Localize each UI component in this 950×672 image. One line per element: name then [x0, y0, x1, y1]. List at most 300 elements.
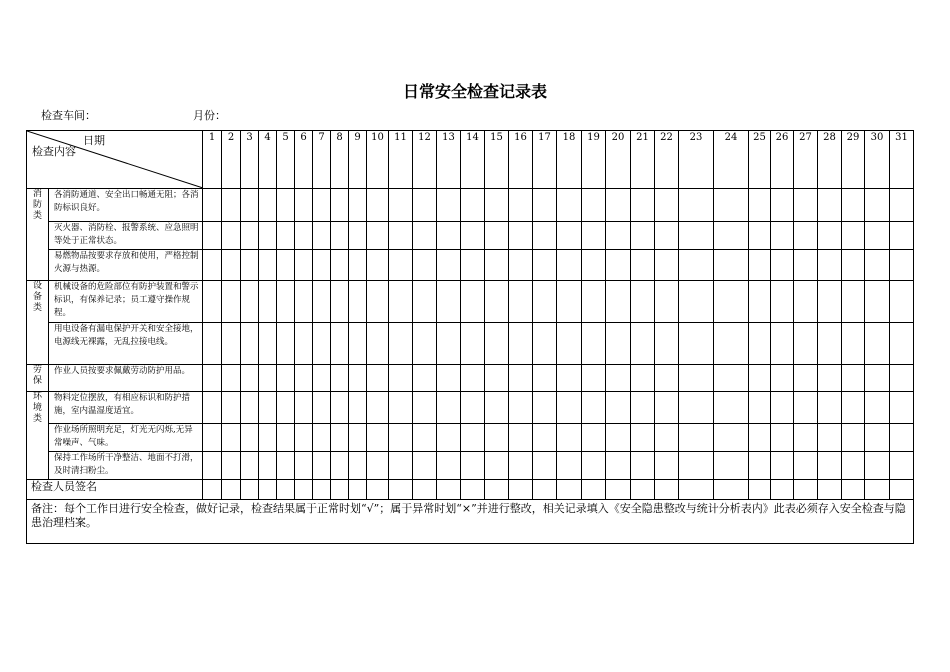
check-cell[interactable] [749, 323, 771, 365]
check-cell[interactable] [631, 365, 655, 392]
check-cell[interactable] [631, 281, 655, 323]
check-cell[interactable] [794, 323, 818, 365]
check-cell[interactable] [222, 392, 241, 424]
check-cell[interactable] [461, 281, 485, 323]
check-cell[interactable] [818, 323, 842, 365]
check-cell[interactable] [203, 452, 222, 480]
check-cell[interactable] [367, 281, 389, 323]
check-cell[interactable] [203, 392, 222, 424]
signature-cell[interactable] [865, 480, 890, 500]
signature-cell[interactable] [557, 480, 582, 500]
check-cell[interactable] [749, 424, 771, 452]
check-cell[interactable] [818, 222, 842, 250]
check-cell[interactable] [295, 424, 313, 452]
signature-cell[interactable] [389, 480, 413, 500]
check-cell[interactable] [771, 281, 794, 323]
check-cell[interactable] [259, 189, 277, 222]
check-cell[interactable] [865, 424, 890, 452]
check-cell[interactable] [389, 222, 413, 250]
check-cell[interactable] [533, 424, 557, 452]
check-cell[interactable] [277, 392, 295, 424]
check-cell[interactable] [509, 424, 533, 452]
check-cell[interactable] [259, 222, 277, 250]
check-cell[interactable] [890, 281, 914, 323]
check-cell[interactable] [557, 424, 582, 452]
check-cell[interactable] [413, 452, 437, 480]
check-cell[interactable] [818, 281, 842, 323]
check-cell[interactable] [241, 323, 259, 365]
check-cell[interactable] [631, 452, 655, 480]
signature-cell[interactable] [222, 480, 241, 500]
check-cell[interactable] [509, 281, 533, 323]
check-cell[interactable] [259, 424, 277, 452]
check-cell[interactable] [461, 323, 485, 365]
check-cell[interactable] [461, 222, 485, 250]
check-cell[interactable] [367, 222, 389, 250]
check-cell[interactable] [241, 189, 259, 222]
signature-cell[interactable] [485, 480, 509, 500]
check-cell[interactable] [794, 281, 818, 323]
check-cell[interactable] [509, 189, 533, 222]
check-cell[interactable] [313, 189, 331, 222]
check-cell[interactable] [222, 250, 241, 281]
check-cell[interactable] [794, 392, 818, 424]
check-cell[interactable] [331, 250, 349, 281]
check-cell[interactable] [222, 323, 241, 365]
check-cell[interactable] [313, 365, 331, 392]
check-cell[interactable] [631, 424, 655, 452]
check-cell[interactable] [437, 250, 461, 281]
check-cell[interactable] [203, 222, 222, 250]
check-cell[interactable] [606, 365, 631, 392]
check-cell[interactable] [485, 222, 509, 250]
check-cell[interactable] [295, 452, 313, 480]
check-cell[interactable] [582, 452, 606, 480]
check-cell[interactable] [349, 323, 367, 365]
check-cell[interactable] [313, 424, 331, 452]
check-cell[interactable] [437, 189, 461, 222]
check-cell[interactable] [509, 452, 533, 480]
check-cell[interactable] [295, 323, 313, 365]
check-cell[interactable] [277, 189, 295, 222]
check-cell[interactable] [367, 392, 389, 424]
check-cell[interactable] [818, 250, 842, 281]
check-cell[interactable] [679, 452, 714, 480]
check-cell[interactable] [890, 250, 914, 281]
check-cell[interactable] [509, 222, 533, 250]
check-cell[interactable] [794, 189, 818, 222]
check-cell[interactable] [295, 189, 313, 222]
check-cell[interactable] [842, 189, 865, 222]
signature-cell[interactable] [818, 480, 842, 500]
check-cell[interactable] [890, 365, 914, 392]
check-cell[interactable] [241, 452, 259, 480]
check-cell[interactable] [295, 392, 313, 424]
check-cell[interactable] [818, 365, 842, 392]
check-cell[interactable] [203, 323, 222, 365]
signature-cell[interactable] [241, 480, 259, 500]
check-cell[interactable] [714, 424, 749, 452]
check-cell[interactable] [509, 323, 533, 365]
check-cell[interactable] [865, 452, 890, 480]
check-cell[interactable] [222, 452, 241, 480]
check-cell[interactable] [349, 392, 367, 424]
check-cell[interactable] [259, 452, 277, 480]
check-cell[interactable] [714, 250, 749, 281]
check-cell[interactable] [679, 250, 714, 281]
check-cell[interactable] [331, 392, 349, 424]
check-cell[interactable] [259, 323, 277, 365]
check-cell[interactable] [582, 189, 606, 222]
signature-cell[interactable] [771, 480, 794, 500]
check-cell[interactable] [865, 323, 890, 365]
check-cell[interactable] [389, 424, 413, 452]
check-cell[interactable] [533, 323, 557, 365]
check-cell[interactable] [509, 365, 533, 392]
signature-cell[interactable] [461, 480, 485, 500]
check-cell[interactable] [749, 189, 771, 222]
signature-cell[interactable] [295, 480, 313, 500]
check-cell[interactable] [890, 392, 914, 424]
check-cell[interactable] [277, 452, 295, 480]
check-cell[interactable] [890, 323, 914, 365]
check-cell[interactable] [461, 424, 485, 452]
check-cell[interactable] [241, 281, 259, 323]
check-cell[interactable] [714, 189, 749, 222]
check-cell[interactable] [679, 281, 714, 323]
check-cell[interactable] [313, 392, 331, 424]
check-cell[interactable] [437, 222, 461, 250]
check-cell[interactable] [842, 323, 865, 365]
check-cell[interactable] [349, 250, 367, 281]
check-cell[interactable] [259, 392, 277, 424]
check-cell[interactable] [259, 365, 277, 392]
signature-cell[interactable] [331, 480, 349, 500]
check-cell[interactable] [655, 281, 679, 323]
check-cell[interactable] [655, 424, 679, 452]
check-cell[interactable] [714, 392, 749, 424]
check-cell[interactable] [222, 365, 241, 392]
signature-cell[interactable] [367, 480, 389, 500]
signature-cell[interactable] [631, 480, 655, 500]
check-cell[interactable] [259, 250, 277, 281]
check-cell[interactable] [533, 222, 557, 250]
check-cell[interactable] [367, 424, 389, 452]
check-cell[interactable] [771, 365, 794, 392]
check-cell[interactable] [679, 323, 714, 365]
check-cell[interactable] [413, 424, 437, 452]
check-cell[interactable] [203, 365, 222, 392]
check-cell[interactable] [349, 222, 367, 250]
check-cell[interactable] [389, 250, 413, 281]
check-cell[interactable] [771, 323, 794, 365]
check-cell[interactable] [865, 250, 890, 281]
check-cell[interactable] [655, 222, 679, 250]
check-cell[interactable] [389, 323, 413, 365]
check-cell[interactable] [606, 392, 631, 424]
check-cell[interactable] [794, 222, 818, 250]
check-cell[interactable] [714, 281, 749, 323]
check-cell[interactable] [277, 281, 295, 323]
check-cell[interactable] [485, 452, 509, 480]
check-cell[interactable] [714, 222, 749, 250]
check-cell[interactable] [313, 281, 331, 323]
check-cell[interactable] [818, 392, 842, 424]
check-cell[interactable] [203, 250, 222, 281]
check-cell[interactable] [222, 222, 241, 250]
check-cell[interactable] [582, 365, 606, 392]
signature-cell[interactable] [313, 480, 331, 500]
check-cell[interactable] [437, 281, 461, 323]
check-cell[interactable] [679, 222, 714, 250]
check-cell[interactable] [771, 392, 794, 424]
check-cell[interactable] [631, 189, 655, 222]
signature-cell[interactable] [794, 480, 818, 500]
check-cell[interactable] [222, 424, 241, 452]
check-cell[interactable] [557, 452, 582, 480]
check-cell[interactable] [533, 392, 557, 424]
signature-cell[interactable] [606, 480, 631, 500]
check-cell[interactable] [437, 452, 461, 480]
check-cell[interactable] [389, 392, 413, 424]
check-cell[interactable] [749, 365, 771, 392]
check-cell[interactable] [485, 365, 509, 392]
check-cell[interactable] [349, 452, 367, 480]
check-cell[interactable] [842, 424, 865, 452]
check-cell[interactable] [679, 424, 714, 452]
check-cell[interactable] [331, 323, 349, 365]
check-cell[interactable] [389, 365, 413, 392]
check-cell[interactable] [533, 189, 557, 222]
check-cell[interactable] [241, 424, 259, 452]
check-cell[interactable] [533, 452, 557, 480]
check-cell[interactable] [485, 323, 509, 365]
check-cell[interactable] [679, 365, 714, 392]
check-cell[interactable] [557, 281, 582, 323]
check-cell[interactable] [509, 250, 533, 281]
check-cell[interactable] [582, 323, 606, 365]
check-cell[interactable] [714, 452, 749, 480]
check-cell[interactable] [606, 189, 631, 222]
check-cell[interactable] [794, 452, 818, 480]
check-cell[interactable] [389, 281, 413, 323]
check-cell[interactable] [349, 281, 367, 323]
check-cell[interactable] [203, 281, 222, 323]
check-cell[interactable] [203, 424, 222, 452]
check-cell[interactable] [655, 392, 679, 424]
check-cell[interactable] [842, 365, 865, 392]
check-cell[interactable] [389, 452, 413, 480]
check-cell[interactable] [437, 365, 461, 392]
check-cell[interactable] [771, 250, 794, 281]
check-cell[interactable] [533, 281, 557, 323]
check-cell[interactable] [818, 189, 842, 222]
check-cell[interactable] [865, 222, 890, 250]
signature-cell[interactable] [679, 480, 714, 500]
signature-cell[interactable] [203, 480, 222, 500]
signature-cell[interactable] [437, 480, 461, 500]
check-cell[interactable] [655, 323, 679, 365]
check-cell[interactable] [606, 250, 631, 281]
check-cell[interactable] [295, 281, 313, 323]
check-cell[interactable] [413, 281, 437, 323]
check-cell[interactable] [679, 392, 714, 424]
check-cell[interactable] [818, 452, 842, 480]
check-cell[interactable] [631, 392, 655, 424]
check-cell[interactable] [349, 189, 367, 222]
check-cell[interactable] [890, 452, 914, 480]
check-cell[interactable] [655, 365, 679, 392]
check-cell[interactable] [277, 222, 295, 250]
check-cell[interactable] [349, 424, 367, 452]
check-cell[interactable] [222, 281, 241, 323]
check-cell[interactable] [655, 189, 679, 222]
check-cell[interactable] [331, 365, 349, 392]
check-cell[interactable] [277, 424, 295, 452]
check-cell[interactable] [631, 250, 655, 281]
check-cell[interactable] [413, 365, 437, 392]
check-cell[interactable] [295, 222, 313, 250]
check-cell[interactable] [631, 222, 655, 250]
check-cell[interactable] [582, 222, 606, 250]
check-cell[interactable] [413, 189, 437, 222]
check-cell[interactable] [461, 365, 485, 392]
check-cell[interactable] [461, 250, 485, 281]
check-cell[interactable] [582, 424, 606, 452]
check-cell[interactable] [557, 250, 582, 281]
check-cell[interactable] [606, 222, 631, 250]
check-cell[interactable] [557, 189, 582, 222]
check-cell[interactable] [313, 323, 331, 365]
check-cell[interactable] [606, 452, 631, 480]
check-cell[interactable] [582, 281, 606, 323]
signature-cell[interactable] [582, 480, 606, 500]
check-cell[interactable] [533, 250, 557, 281]
check-cell[interactable] [331, 222, 349, 250]
check-cell[interactable] [842, 281, 865, 323]
check-cell[interactable] [331, 424, 349, 452]
check-cell[interactable] [771, 424, 794, 452]
check-cell[interactable] [865, 281, 890, 323]
check-cell[interactable] [413, 392, 437, 424]
signature-cell[interactable] [259, 480, 277, 500]
check-cell[interactable] [890, 424, 914, 452]
check-cell[interactable] [655, 452, 679, 480]
check-cell[interactable] [222, 189, 241, 222]
signature-cell[interactable] [842, 480, 865, 500]
check-cell[interactable] [485, 392, 509, 424]
signature-cell[interactable] [349, 480, 367, 500]
check-cell[interactable] [367, 452, 389, 480]
check-cell[interactable] [865, 189, 890, 222]
check-cell[interactable] [842, 250, 865, 281]
check-cell[interactable] [582, 250, 606, 281]
check-cell[interactable] [818, 424, 842, 452]
check-cell[interactable] [749, 250, 771, 281]
check-cell[interactable] [509, 392, 533, 424]
check-cell[interactable] [485, 250, 509, 281]
check-cell[interactable] [203, 189, 222, 222]
check-cell[interactable] [413, 323, 437, 365]
signature-cell[interactable] [413, 480, 437, 500]
signature-cell[interactable] [749, 480, 771, 500]
check-cell[interactable] [485, 281, 509, 323]
signature-cell[interactable] [890, 480, 914, 500]
check-cell[interactable] [437, 424, 461, 452]
check-cell[interactable] [485, 424, 509, 452]
check-cell[interactable] [367, 323, 389, 365]
check-cell[interactable] [749, 392, 771, 424]
check-cell[interactable] [890, 189, 914, 222]
check-cell[interactable] [557, 365, 582, 392]
signature-cell[interactable] [714, 480, 749, 500]
check-cell[interactable] [842, 452, 865, 480]
signature-cell[interactable] [533, 480, 557, 500]
check-cell[interactable] [241, 365, 259, 392]
check-cell[interactable] [277, 323, 295, 365]
signature-cell[interactable] [509, 480, 533, 500]
check-cell[interactable] [277, 365, 295, 392]
check-cell[interactable] [313, 222, 331, 250]
check-cell[interactable] [413, 250, 437, 281]
check-cell[interactable] [241, 222, 259, 250]
check-cell[interactable] [606, 281, 631, 323]
check-cell[interactable] [771, 189, 794, 222]
check-cell[interactable] [714, 365, 749, 392]
check-cell[interactable] [606, 424, 631, 452]
signature-cell[interactable] [655, 480, 679, 500]
check-cell[interactable] [485, 189, 509, 222]
check-cell[interactable] [331, 189, 349, 222]
check-cell[interactable] [367, 250, 389, 281]
check-cell[interactable] [367, 189, 389, 222]
check-cell[interactable] [631, 323, 655, 365]
check-cell[interactable] [771, 222, 794, 250]
check-cell[interactable] [865, 365, 890, 392]
check-cell[interactable] [606, 323, 631, 365]
check-cell[interactable] [349, 365, 367, 392]
check-cell[interactable] [295, 365, 313, 392]
check-cell[interactable] [313, 452, 331, 480]
check-cell[interactable] [461, 452, 485, 480]
check-cell[interactable] [367, 365, 389, 392]
check-cell[interactable] [241, 250, 259, 281]
check-cell[interactable] [890, 222, 914, 250]
check-cell[interactable] [679, 189, 714, 222]
check-cell[interactable] [461, 189, 485, 222]
check-cell[interactable] [794, 365, 818, 392]
check-cell[interactable] [714, 323, 749, 365]
check-cell[interactable] [331, 452, 349, 480]
check-cell[interactable] [389, 189, 413, 222]
check-cell[interactable] [533, 365, 557, 392]
check-cell[interactable] [437, 392, 461, 424]
check-cell[interactable] [749, 222, 771, 250]
check-cell[interactable] [437, 323, 461, 365]
check-cell[interactable] [794, 250, 818, 281]
check-cell[interactable] [313, 250, 331, 281]
check-cell[interactable] [557, 323, 582, 365]
check-cell[interactable] [865, 392, 890, 424]
check-cell[interactable] [557, 222, 582, 250]
check-cell[interactable] [241, 392, 259, 424]
check-cell[interactable] [582, 392, 606, 424]
signature-cell[interactable] [277, 480, 295, 500]
check-cell[interactable] [771, 452, 794, 480]
check-cell[interactable] [331, 281, 349, 323]
check-cell[interactable] [295, 250, 313, 281]
check-cell[interactable] [413, 222, 437, 250]
